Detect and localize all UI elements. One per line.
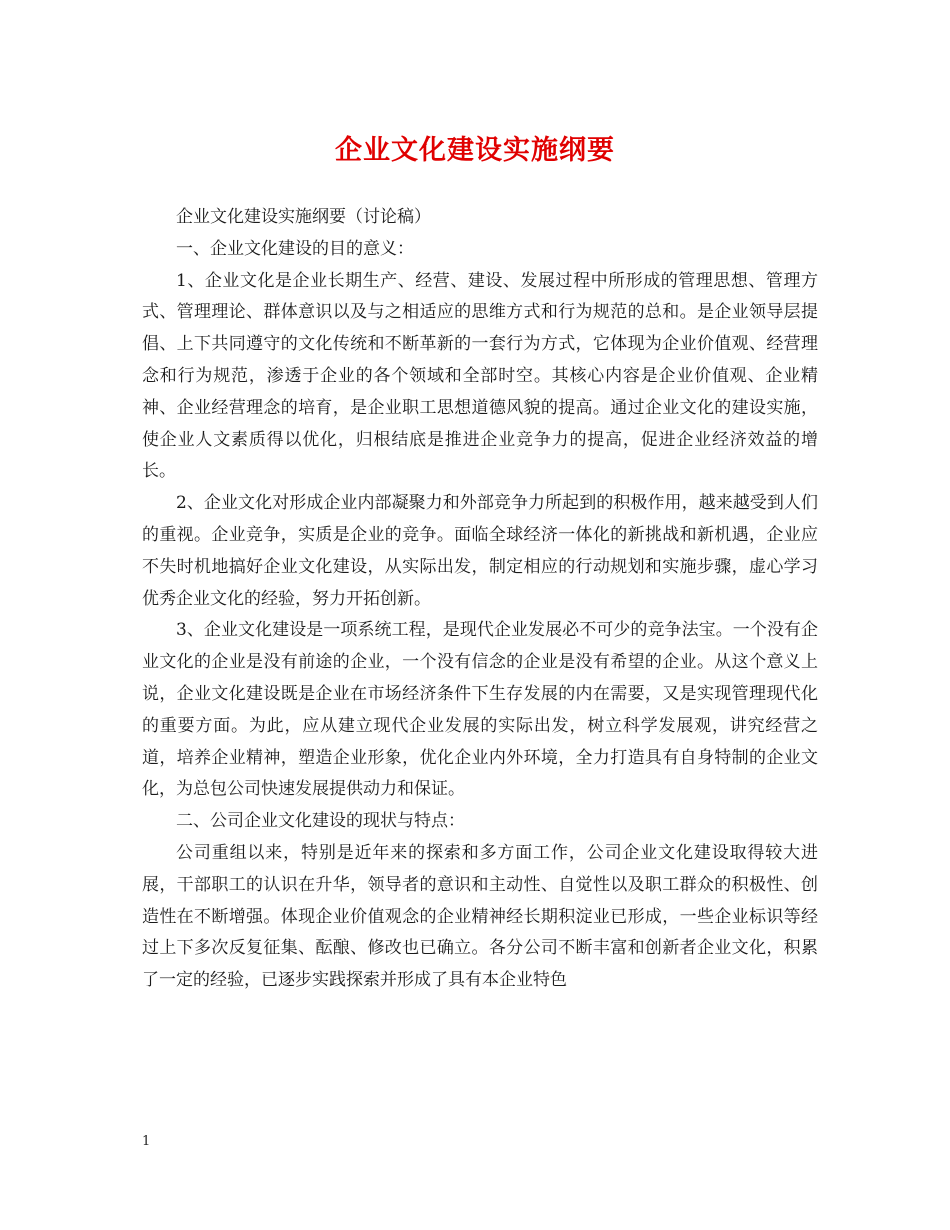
paragraph-point-1: 1、企业文化是企业长期生产、经营、建设、发展过程中所形成的管理思想、管理方式、管理理论、群体意识以及与之相适应的思维方式和行为规范的总和。是企业领导层提倡、上下共同遵守的文化传统和不断革新的一套行为方式，它体现为企业价值观、经营理念和行为规范，渗透于企业的各个领域和全部时空。其核心内容是企业价值观、企业精神、企业经营理念的培育，是企业职工思想道德风貌的提高。通过企业文化的建设实施，使企业人文素质得以优化，归根结底是推进企业竞争力的提高，促进企业经济效益的增长。 (142, 270, 818, 482)
section-heading-purpose: 一、企业文化建设的目的意义： (176, 238, 414, 259)
section-heading-status: 二、公司企业文化建设的现状与特点： (176, 811, 465, 832)
page-number: 1 (142, 1134, 151, 1149)
document-body (142, 202, 818, 997)
document-title: 企业文化建设实施纲要 (335, 135, 615, 166)
paragraph-point-2: 2、企业文化对形成企业内部凝聚力和外部竞争力所起到的积极作用，越来越受到人们的重视。企业竞争，实质是企业的竞争。面临全球经济一体化的新挑战和新机遇，企业应不失时机地搞好企业文化建设，从实际出发，制定相应的行动规划和实施步骤，虚心学习优秀企业文化的经验，努力开拓创新。 (142, 493, 818, 609)
paragraph-point-3: 3、企业文化建设是一项系统工程，是现代企业发展必不可少的竞争法宝。一个没有企业文化的企业是没有前途的企业，一个没有信念的企业是没有希望的企业。从这个意义上说，企业文化建设既是企业在市场经济条件下生存发展的内在需要，又是实现管理现代化的重要方面。为此，应从建立现代企业发展的实际出发，树立科学发展观，讲究经营之道，培养企业精神，塑造企业形象，优化企业内外环境，全力打造具有自身特制的企业文化，为总包公司快速发展提供动力和保证。 (142, 620, 818, 800)
paragraph-status: 公司重组以来，特别是近年来的探索和多方面工作，公司企业文化建设取得较大进展，干部职工的认识在升华，领导者的意识和主动性、自觉性以及职工群众的积极性、创造性在不断增强。体现企业价值观念的企业精神经长期积淀业已形成，一些企业标识等经过上下多次反复征集、酝酿、修改也已确立。各分公司不断丰富和创新者企业文化，积累了一定的经验，已逐步实践探索并形成了具有本企业特色 (142, 842, 818, 991)
paragraph-subtitle: 企业文化建设实施纲要（讨论稿） (176, 207, 431, 227)
